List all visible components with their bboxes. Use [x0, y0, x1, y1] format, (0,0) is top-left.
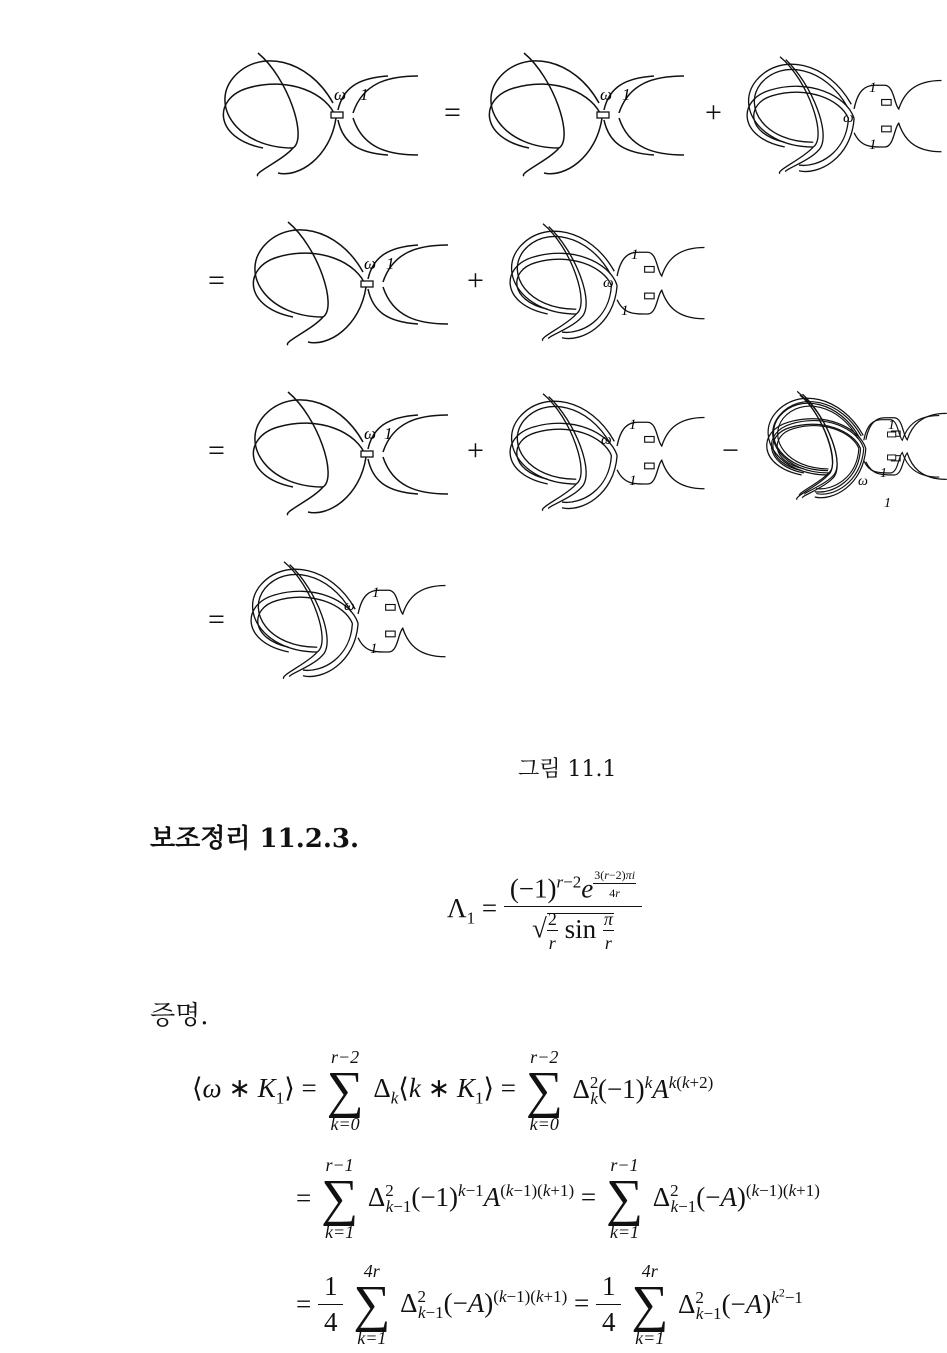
- minus-sign: −: [722, 434, 739, 467]
- proof-equation-line-3: = $\frac{1}{4}$ 4r ∑ k=1 $\Delta^2_{k-1}(-A)^{(k-1)(k+1)}$ = $\frac{1}{4}$ 4r ∑ k=1 $\Delta^2_{k-1}(-A)^{k^2-1}$: [296, 1261, 803, 1349]
- knot-diagram: [248, 217, 468, 362]
- one-label: 1: [621, 303, 629, 319]
- plus-sign: +: [467, 264, 484, 297]
- plus-sign: +: [467, 434, 484, 467]
- knot-diagram-cabled: [505, 389, 705, 534]
- knot-diagram-cabled: [505, 219, 705, 364]
- omega-label: ω: [364, 424, 377, 443]
- omega-label: ω: [601, 432, 612, 448]
- one-label: 1: [629, 417, 637, 433]
- one-label: 1: [622, 85, 631, 104]
- one-label: 1: [360, 85, 369, 104]
- equals-sign: =: [208, 603, 225, 636]
- omega-label: ω: [364, 254, 377, 273]
- one-label: 1: [386, 254, 395, 273]
- equals-sign: =: [208, 264, 225, 297]
- omega-label: ω: [603, 275, 614, 291]
- knot-diagram: [218, 48, 438, 193]
- omega-label: ω: [843, 110, 854, 126]
- lemma-formula: $\Lambda_1$ = $(-1)^{r-2}e$ $^{\frac{3(r-2)\pi i}{4r}}$ √ $\frac{2}{r}$ sin $\frac{\pi}{r}$: [447, 868, 642, 954]
- one-label: 1: [869, 80, 877, 96]
- knot-diagram: [484, 48, 704, 193]
- omega-label: ω: [600, 85, 613, 104]
- one-label: 1: [884, 496, 891, 511]
- plus-sign: +: [705, 96, 722, 129]
- lemma-title: 보조정리 11.2.3.: [150, 824, 360, 854]
- equals-sign: =: [444, 96, 461, 129]
- one-label: 1: [384, 424, 393, 443]
- proof-equation-line-2: = r−1 ∑ k=1 $\Delta^2_{k-1}(-1)^{k-1}A^{(k-1)(k+1)}$ = r−1 ∑ k=1 $\Delta^2_{k-1}(-A)^{(k-1)(k+1)}$: [296, 1155, 820, 1243]
- proof-label: 증명.: [150, 1001, 209, 1031]
- knot-diagram: [248, 387, 468, 532]
- proof-equation-line-1: ⟨ω ∗ $K_1⟩$ = r−2 ∑ k=0 $\Delta_k⟨k$ ∗ $K_1⟩$ = r−2 ∑ k=0 $\Delta^2_k(-1)^kA^{k(k+2)}$: [192, 1047, 714, 1135]
- knot-diagram-triple-cabled: [762, 387, 947, 532]
- knot-diagram-cabled: [246, 557, 446, 702]
- one-label: 1: [629, 473, 637, 489]
- one-label: 1: [372, 585, 380, 601]
- knot-diagram-cabled: [742, 52, 947, 197]
- figure-caption: 그림 11.1: [518, 757, 617, 782]
- one-label: 1: [888, 418, 895, 433]
- omega-label: ω: [858, 474, 868, 489]
- one-label: 1: [370, 641, 378, 657]
- one-label: 1: [880, 466, 887, 481]
- omega-label: ω: [344, 598, 355, 614]
- omega-label: ω: [334, 85, 347, 104]
- one-label: 1: [631, 247, 639, 263]
- equals-sign: =: [208, 434, 225, 467]
- one-label: 1: [869, 137, 877, 153]
